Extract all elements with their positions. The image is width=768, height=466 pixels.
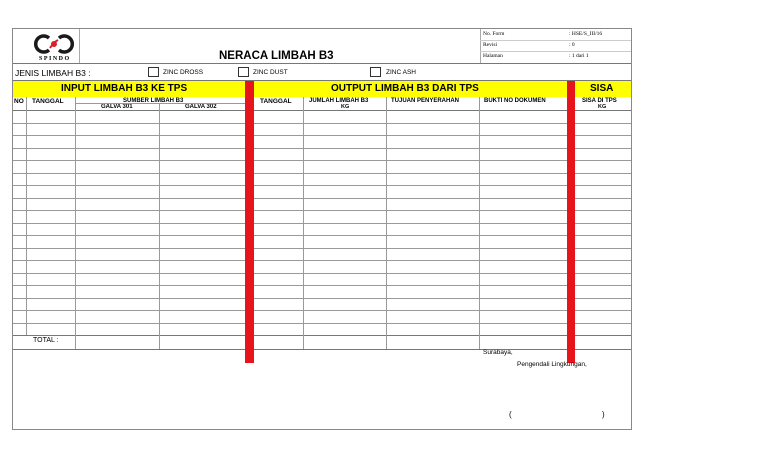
signature-open-paren: ( [509,410,512,419]
table-bottom-line [13,349,631,350]
spindo-logo-icon [29,33,79,55]
table-row-line [13,173,631,174]
zinc-dross-label: ZINC DROSS [163,69,204,76]
table-row-line [13,260,631,261]
col-galva-301: GALVA 301 [101,104,133,110]
col-date-in: TANGGAL [32,98,64,105]
table-row-line [13,335,631,336]
zinc-dust-label: ZINC DUST [253,69,288,76]
table-row-line [13,285,631,286]
table-column-line [26,97,27,335]
form-number-label: No. Form [483,31,505,37]
logo-text: SPINDO [39,56,71,62]
col-date-out: TANGGAL [260,98,292,105]
col-recipient: TUJUAN PENYERAHAN [391,98,460,104]
input-section-title: INPUT LIMBAH B3 KE TPS [61,83,188,94]
col-galva-302: GALVA 302 [185,104,217,110]
zinc-ash-label: ZINC ASH [386,69,416,76]
table-column-line [479,97,480,349]
company-logo [29,33,79,63]
table-row-line [13,223,631,224]
table-row-line [13,160,631,161]
table-row-line [13,273,631,274]
form-number-value: : HSE/S_III/16 [569,31,603,37]
col-quantity-unit: KG [341,104,350,110]
table-row-line [13,310,631,311]
waste-balance-form [12,28,632,430]
table-row-line [13,198,631,199]
table-column-line [386,97,387,349]
table-column-line [75,97,76,349]
table-row-line [13,123,631,124]
zinc-ash-checkbox[interactable] [370,67,381,77]
col-proof-document: BUKTI NO DOKUMEN [484,98,546,104]
col-quantity: JUMLAH LIMBAH B3 [309,98,369,104]
table-row-line [13,185,631,186]
balance-section-title: SISA [590,83,614,94]
col-remaining-unit: KG [598,104,607,110]
signature-close-paren: ) [602,410,605,419]
table-row-line [13,210,631,211]
table-row-line [13,323,631,324]
table-column-line [303,97,304,349]
separator-bar-left [245,81,254,363]
table-row-line [13,248,631,249]
page-value: : 1 dari 1 [569,53,589,59]
output-section-title: OUTPUT LIMBAH B3 DARI TPS [331,83,479,94]
revision-label: Revisi [483,42,498,48]
table-row-line [13,148,631,149]
zinc-dross-checkbox[interactable] [148,67,159,77]
table-row-line [13,135,631,136]
signature-place: Surabaya, [483,349,513,356]
table-row-line [13,235,631,236]
total-label: TOTAL : [33,337,59,344]
waste-type-label: JENIS LIMBAH B3 : [15,68,91,78]
page-label: Halaman [483,53,503,59]
zinc-dust-checkbox[interactable] [238,67,249,77]
table-row-line [13,298,631,299]
col-no: NO [14,98,24,105]
document-title: NERACA LIMBAH B3 [219,50,334,62]
col-source: SUMBER LIMBAH B3 [123,98,184,104]
separator-bar-right [567,81,575,363]
revision-value: : 0 [569,42,575,48]
table-column-line [159,104,160,349]
signer-role: Pengendali Lingkungan, [517,361,587,368]
col-remaining: SISA DI TPS [582,98,617,104]
